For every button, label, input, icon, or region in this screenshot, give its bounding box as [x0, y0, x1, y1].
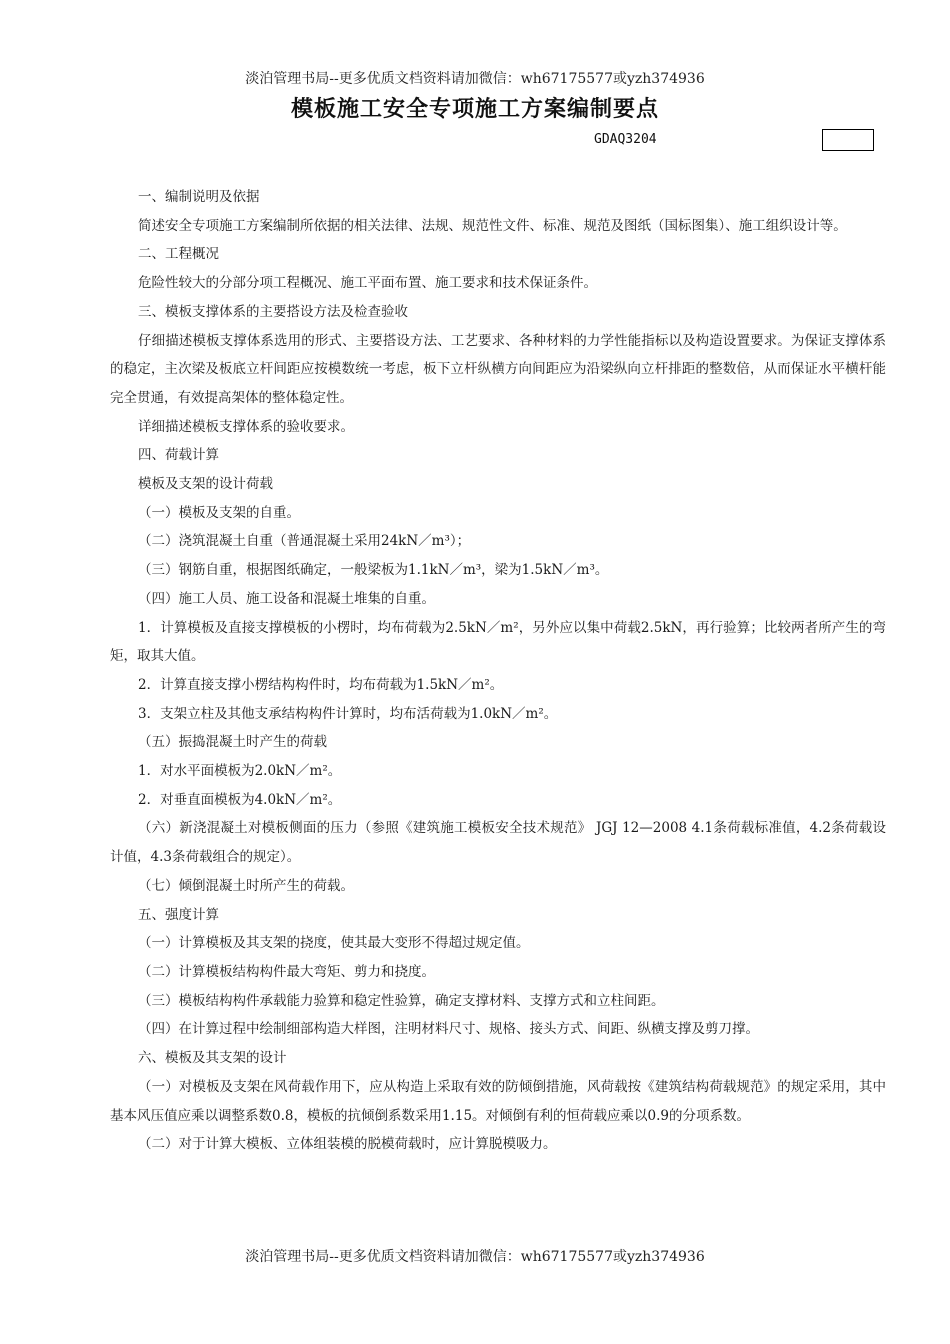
list-item: （二）对于计算大模板、立体组装模的脱模荷载时，应计算脱模吸力。 [138, 1136, 557, 1153]
document-body [110, 183, 886, 1159]
list-item: （一）对模板及支架在风荷载作用下，应从构造上采取有效的防倾倒措施，风荷载按《建筑结构荷载规范》的规定采用，其中基本风压值应乘以调整系数0.8，模板的抗倾倒系数采用1.15。对倾倒有利的恒荷载应乘以0.9的分项系数。 [110, 1078, 886, 1124]
code-box [822, 129, 874, 151]
section-heading: 三、模板支撑体系的主要搭设方法及检查验收 [138, 303, 408, 320]
header-note: 淡泊管理书局--更多优质文档资料请加微信：wh67175577或yzh374936 [245, 71, 705, 87]
list-item: （六）新浇混凝土对模板侧面的压力（参照《建筑施工模板安全技术规范》 JGJ 12—2008 4.1条荷载标准值，4.2条荷载设计值，4.3条荷载组合的规定）。 [110, 820, 886, 866]
paragraph: 模板及支架的设计荷载 [138, 476, 273, 493]
section-heading: 五、强度计算 [138, 906, 219, 923]
list-item: （五）振捣混凝土时产生的荷载 [138, 734, 327, 751]
section-heading: 二、工程概况 [138, 246, 219, 263]
section-heading: 一、编制说明及依据 [138, 189, 260, 205]
footer-note: 淡泊管理书局--更多优质文档资料请加微信：wh67175577或yzh374936 [245, 1249, 705, 1265]
paragraph: 危险性较大的分部分项工程概况、施工平面布置、施工要求和技术保证条件。 [138, 275, 597, 292]
list-item: 2．对垂直面模板为4.0kN／m²。 [138, 791, 342, 808]
list-item: （二）浇筑混凝土自重（普通混凝土采用24kN／m³）； [138, 533, 471, 550]
document-code: GDAQ3204 [594, 132, 657, 147]
paragraph: 仔细描述模板支撑体系选用的形式、主要搭设方法、工艺要求、各种材料的力学性能指标以及构造设置要求。为保证支撑体系的稳定，主次梁及板底立杆间距应按模数统一考虑，板下立杆纵横方向间距应为沿梁纵向立杆排距的整数倍，从而保证水平横杆能完全贯通，有效提高架体的整体稳定性。 [110, 332, 886, 406]
paragraph: 详细描述模板支撑体系的验收要求。 [138, 418, 354, 435]
list-item: 1．计算模板及直接支撑模板的小楞时，均布荷载为2.5kN／m²，另外应以集中荷载2.5kN，再行验算；比较两者所产生的弯矩，取其大值。 [110, 619, 886, 665]
list-item: （一）计算模板及其支架的挠度，使其最大变形不得超过规定值。 [138, 935, 530, 952]
list-item: （三）钢筋自重，根据图纸确定，一般梁板为1.1kN／m³，梁为1.5kN／m³。 [138, 562, 609, 579]
list-item: （四）施工人员、施工设备和混凝土堆集的自重。 [138, 590, 435, 607]
paragraph: 简述安全专项施工方案编制所依据的相关法律、法规、规范性文件、标准、规范及图纸（国标图集）、施工组织设计等。 [138, 217, 847, 234]
section-heading: 六、模板及其支架的设计 [138, 1050, 287, 1067]
list-item: 1．对水平面模板为2.0kN／m²。 [138, 763, 342, 780]
list-item: 3．支架立柱及其他支承结构构件计算时，均布活荷载为1.0kN／m²。 [138, 705, 558, 722]
page-title: 模板施工安全专项施工方案编制要点 [290, 97, 659, 122]
list-item: （七）倾倒混凝土时所产生的荷载。 [138, 877, 354, 894]
list-item: （四）在计算过程中绘制细部构造大样图，注明材料尺寸、规格、接头方式、间距、纵横支撑及剪刀撑。 [138, 1021, 759, 1038]
list-item: 2．计算直接支撑小楞结构构件时，均布荷载为1.5kN／m²。 [138, 676, 504, 693]
list-item: （三）模板结构构件承载能力验算和稳定性验算，确定支撑材料、支撑方式和立柱间距。 [138, 992, 665, 1009]
list-item: （二）计算模板结构构件最大弯矩、剪力和挠度。 [138, 963, 435, 980]
section-heading: 四、荷载计算 [138, 447, 219, 464]
list-item: （一）模板及支架的自重。 [138, 504, 300, 521]
